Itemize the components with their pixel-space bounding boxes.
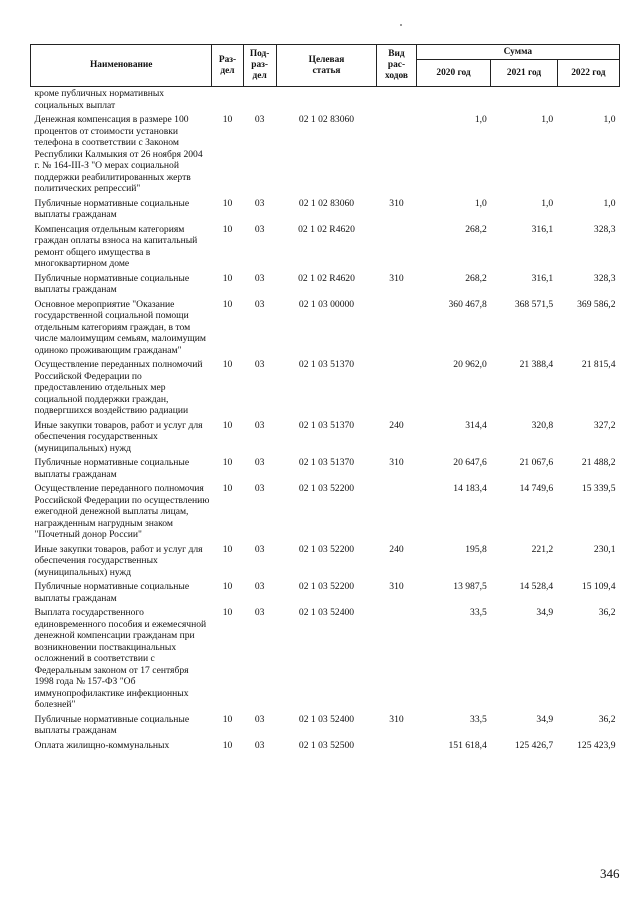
cell-sum-2022: 36,2	[598, 713, 616, 725]
table-row	[31, 298, 620, 359]
cell-name: Основное мероприятие "Оказание государственной социальной помощи отдельным категориям граждан, в том числе малоимущим семьям, малоимущим одиноко проживающим гражданам"	[34, 298, 206, 356]
cell-sum-2021: 125 426,7	[514, 739, 554, 751]
cell-vid-rashodov	[377, 113, 416, 197]
cell-vid-rashodov	[377, 739, 416, 754]
header-summa: Сумма	[416, 45, 619, 60]
cell-sum-2022: 21 488,2	[581, 457, 616, 468]
cell-sum-2021: 221,2	[531, 543, 554, 555]
cell-razdel: 10	[222, 543, 233, 555]
cell-sum-2021: 21 388,4	[519, 359, 554, 370]
page-number: 346	[600, 866, 620, 881]
cell-celevaya-statya: 02 1 03 52200	[298, 483, 355, 494]
cell-celevaya-statya: 02 1 03 51370	[298, 419, 355, 431]
cell-celevaya-statya: 02 1 03 51370	[298, 457, 355, 468]
table-row	[31, 272, 620, 298]
table-row	[31, 606, 620, 713]
table-row	[31, 419, 620, 457]
cell-name: Компенсация отдельным категориям граждан оплаты взноса на капитальный ремонт общего имущества в многоквартирном доме	[34, 223, 198, 269]
cell-sum-2021: 1,0	[541, 114, 554, 125]
cell-razdel: 10	[222, 114, 233, 125]
cell-sum-2021: 21 067,6	[519, 457, 554, 468]
cell-celevaya-statya	[276, 87, 377, 114]
cell-sum-2021: 368 571,5	[514, 298, 554, 310]
cell-sum-2020: 195,8	[465, 543, 487, 555]
cell-sum-2020: 20 647,6	[453, 457, 487, 468]
cell-podrazdel	[243, 87, 276, 114]
cell-vid-rashodov: 240	[389, 419, 404, 431]
cell-celevaya-statya: 02 1 02 R4620	[298, 223, 355, 235]
cell-sum-2022: 21 815,4	[581, 359, 616, 370]
cell-sum-2020: 151 618,4	[448, 739, 487, 751]
cell-celevaya-statya: 02 1 03 52500	[298, 739, 355, 751]
cell-celevaya-statya: 02 1 03 52200	[298, 543, 355, 555]
cell-vid-rashodov: 310	[389, 457, 404, 468]
cell-name: Осуществление переданных полномочий Российской Федерации по предоставлению отдельных мер социальной поддержки граждан, подвергшихся воздействию радиации	[34, 359, 203, 416]
cell-name: Публичные нормативные социальные выплаты гражданам	[34, 457, 190, 480]
cell-vid-rashodov	[377, 298, 416, 359]
cell-sum-2022: 1,0	[603, 197, 616, 209]
cell-sum-2020: 33,5	[470, 607, 487, 618]
budget-table	[30, 44, 620, 753]
header-celevaya-statya: Целевая статья	[276, 45, 377, 87]
cell-sum-2020: 33,5	[470, 713, 487, 725]
cell-sum-2020: 314,4	[465, 419, 487, 431]
cell-sum-2020: 13 987,5	[453, 581, 487, 592]
cell-name: Выплата государственного единовременного пособия и ежемесячной денежной компенсации гражданам при возникновении поствакцинальных осложнений в соответствии с Федеральным законом от 17 сентября 1998 года № 157-ФЗ "Об иммунопрофилактике инфекционных болезней"	[34, 607, 207, 710]
cell-podrazdel: 03	[254, 581, 265, 592]
cell-sum-2022: 36,2	[598, 607, 616, 618]
cell-vid-rashodov: 310	[389, 713, 404, 725]
cell-sum-2022	[557, 87, 619, 114]
cell-podrazdel: 03	[254, 483, 265, 494]
cell-sum-2022: 1,0	[603, 114, 616, 125]
document-page	[30, 44, 620, 753]
cell-podrazdel: 03	[254, 298, 265, 310]
cell-razdel	[212, 87, 243, 114]
cell-vid-rashodov: 240	[389, 543, 404, 555]
cell-sum-2020: 20 962,0	[453, 359, 487, 370]
cell-razdel: 10	[222, 359, 233, 370]
cell-sum-2022: 327,2	[593, 419, 616, 431]
cell-name: кроме публичных нормативных социальных выплат	[34, 88, 165, 111]
table-row	[31, 113, 620, 197]
header-vid-rashodov: Вид рас- ходов	[377, 45, 416, 87]
cell-vid-rashodov: 310	[389, 272, 404, 284]
table-row	[31, 739, 620, 754]
table-row	[31, 456, 620, 482]
cell-sum-2021: 320,8	[531, 419, 554, 431]
cell-podrazdel: 03	[254, 419, 265, 431]
header-podrazdel: Под- раз- дел	[243, 45, 276, 87]
cell-sum-2020	[416, 87, 491, 114]
cell-sum-2022: 15 339,5	[581, 483, 616, 494]
header-year-2020: 2020 год	[416, 60, 491, 87]
cell-name: Иные закупки товаров, работ и услуг для обеспечения государственных (муниципальных) нужд	[34, 543, 203, 578]
cell-sum-2021: 316,1	[531, 272, 554, 284]
cell-sum-2021: 34,9	[536, 607, 554, 618]
cell-razdel: 10	[222, 272, 233, 284]
header-razdel: Раз- дел	[212, 45, 243, 87]
cell-sum-2021: 14 528,4	[519, 581, 554, 592]
cell-razdel: 10	[222, 419, 233, 431]
cell-podrazdel: 03	[254, 713, 265, 725]
cell-razdel: 10	[222, 483, 233, 494]
cell-podrazdel: 03	[254, 543, 265, 555]
cell-podrazdel: 03	[254, 223, 265, 235]
cell-razdel: 10	[222, 713, 233, 725]
cell-podrazdel: 03	[254, 457, 265, 468]
cell-sum-2022: 15 109,4	[581, 581, 616, 592]
cell-name: Денежная компенсация в размере 100 процентов от стоимости установки телефона в соответствии с Законом Республики Калмыкия от 26 ноября 2004 г. № 164-III-З "О мерах социальной поддержки реабилитированных жертв политических репрессий"	[34, 114, 203, 194]
cell-razdel: 10	[222, 223, 233, 235]
cell-sum-2021: 34,9	[536, 713, 554, 725]
cell-podrazdel: 03	[254, 272, 265, 284]
cell-name: Публичные нормативные социальные выплаты гражданам	[34, 272, 190, 295]
cell-sum-2020: 1,0	[474, 114, 487, 125]
cell-podrazdel: 03	[254, 359, 265, 370]
cell-razdel: 10	[222, 457, 233, 468]
cell-sum-2020: 268,2	[465, 223, 487, 235]
header-year-2021: 2021 год	[491, 60, 557, 87]
cell-razdel: 10	[222, 607, 233, 618]
cell-razdel: 10	[222, 581, 233, 592]
cell-sum-2022: 369 586,2	[577, 298, 616, 310]
cell-name: Публичные нормативные социальные выплаты гражданам	[34, 713, 190, 736]
cell-podrazdel: 03	[254, 607, 265, 618]
header-name: Наименование	[31, 45, 212, 87]
cell-celevaya-statya: 02 1 03 52200	[298, 581, 355, 592]
cell-sum-2020: 14 183,4	[453, 483, 487, 494]
cell-vid-rashodov: 310	[389, 581, 404, 592]
cell-name: Публичные нормативные социальные выплаты гражданам	[34, 197, 190, 220]
cell-vid-rashodov	[377, 223, 416, 272]
cell-sum-2020: 360 467,8	[448, 298, 487, 310]
cell-sum-2022: 328,3	[593, 272, 616, 284]
cell-podrazdel: 03	[254, 739, 265, 751]
cell-sum-2021: 316,1	[531, 223, 554, 235]
cell-name: Иные закупки товаров, работ и услуг для обеспечения государственных (муниципальных) нужд	[34, 419, 203, 454]
cell-sum-2022: 328,3	[593, 223, 616, 235]
table-header	[31, 45, 620, 87]
cell-name: Публичные нормативные социальные выплаты гражданам	[34, 581, 190, 604]
table-row	[31, 713, 620, 739]
table-row	[31, 543, 620, 581]
cell-name: Оплата жилищно-коммунальных	[34, 739, 170, 751]
cell-sum-2022: 230,1	[593, 543, 616, 555]
cell-celevaya-statya: 02 1 03 00000	[298, 298, 355, 310]
cell-sum-2020: 1,0	[474, 197, 487, 209]
cell-name: Осуществление переданного полномочия Российской Федерации по осуществлению ежегодной денежной выплаты лицам, награжденным нагрудным знаком "Почетный донор России"	[34, 483, 210, 540]
table-row	[31, 197, 620, 223]
table-row	[31, 580, 620, 606]
cell-vid-rashodov: 310	[389, 197, 404, 209]
table-row	[31, 87, 620, 114]
table-row	[31, 358, 620, 419]
cell-celevaya-statya: 02 1 03 51370	[298, 359, 355, 370]
table-row	[31, 482, 620, 543]
cell-vid-rashodov	[377, 482, 416, 543]
cell-celevaya-statya: 02 1 02 R4620	[298, 272, 355, 284]
cell-razdel: 10	[222, 197, 233, 209]
cell-sum-2021	[491, 87, 557, 114]
cell-razdel: 10	[222, 739, 233, 751]
cell-sum-2020: 268,2	[465, 272, 487, 284]
cell-vid-rashodov	[377, 87, 416, 114]
table-body	[31, 87, 620, 754]
cell-podrazdel: 03	[254, 197, 265, 209]
header-year-2022: 2022 год	[557, 60, 619, 87]
cell-celevaya-statya: 02 1 03 52400	[298, 607, 355, 618]
cell-vid-rashodov	[377, 606, 416, 713]
cell-celevaya-statya: 02 1 02 83060	[298, 197, 355, 209]
cell-razdel: 10	[222, 298, 233, 310]
cell-sum-2022: 125 423,9	[577, 739, 616, 751]
cell-celevaya-statya: 02 1 02 83060	[298, 114, 355, 125]
cell-sum-2021: 1,0	[541, 197, 554, 209]
cell-sum-2021: 14 749,6	[519, 483, 554, 494]
table-row	[31, 223, 620, 272]
cell-celevaya-statya: 02 1 03 52400	[298, 713, 355, 725]
cell-podrazdel: 03	[254, 114, 265, 125]
scan-artifact	[400, 24, 402, 26]
cell-vid-rashodov	[377, 358, 416, 419]
